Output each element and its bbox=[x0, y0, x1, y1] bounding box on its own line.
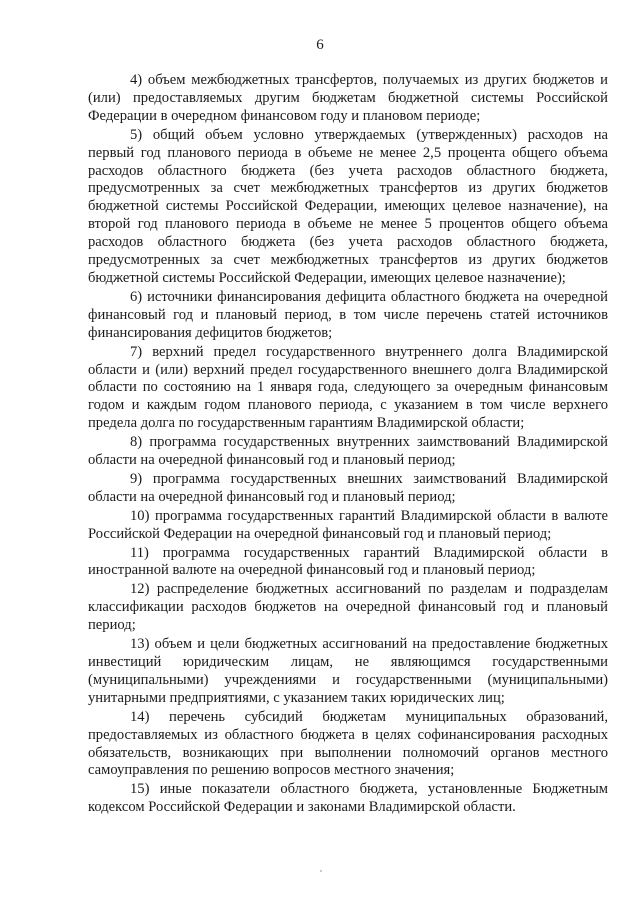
paragraph-item-11: 11) программа государственных гарантий Владимирской области в иностранной валюте на очередной финансовый год и плановый период; bbox=[88, 544, 608, 579]
paragraph-item-4: 4) объем межбюджетных трансфертов, получаемых из других бюджетов и (или) предоставляемых другим бюджетам бюджетной системы Российской Федерации в очередном финансовом году и плановом периоде; bbox=[88, 72, 608, 124]
page-number: 6 bbox=[316, 37, 324, 53]
paragraph-item-6: 6) источники финансирования дефицита областного бюджета на очередной финансовый год и плановый период, в том числе перечень статей источников финансирования дефицитов бюджетов; bbox=[88, 288, 608, 341]
paragraph-item-7: 7) верхний предел государственного внутреннего долга Владимирской области и (или) верхний предел государственного внешнего долга Владимирской области по состоянию на 1 января года, следующего за очередным финансовым годом и каждым годом планового периода, с указанием в том числе верхнего предела долга по государственным гарантиям Владимирской области; bbox=[88, 343, 608, 432]
paragraph-item-5: 5) общий объем условно утверждаемых (утвержденных) расходов на первый год планового периода в объеме не менее 2,5 процента общего объема расходов областного бюджета (без учета расходов областного бюджета, предусмотренных за счет межбюджетных трансфертов из других бюджетов бюджетной системы Российской Федерации, имеющих целевое назначение), на второй год планового периода в объеме не менее 5 процентов общего объема расходов областного бюджета (без учета расходов областного бюджета, предусмотренных за счет межбюджетных трансфертов из других бюджетов бюджетной системы Российской Федерации, имеющих целевое назначение); bbox=[88, 126, 608, 286]
paragraph-item-14: 14) перечень субсидий бюджетам муниципальных образований, предоставляемых из областного бюджета в целях софинансирования расходных обязательств, возникающих при выполнении полномочий органов местного самоуправления по решению вопросов местного значения; bbox=[88, 708, 608, 779]
paragraph-item-9: 9) программа государственных внешних заимствований Владимирской области на очередной финансовый год и плановый период; bbox=[88, 470, 608, 505]
paragraph-item-8: 8) программа государственных внутренних заимствований Владимирской области на очередной финансовый год и плановый период; bbox=[88, 434, 608, 469]
scan-artifact bbox=[320, 870, 322, 872]
document-body bbox=[88, 72, 608, 818]
paragraph-item-10: 10) программа государственных гарантий Владимирской области в валюте Российской Федерации на очередной финансовый год и плановый период; bbox=[88, 507, 608, 542]
paragraph-item-13: 13) объем и цели бюджетных ассигнований на предоставление бюджетных инвестиций юридическим лицам, не являющимся государственными (муниципальными) учреждениями и государственными (муниципальными) унитарными предприятиями, с указанием таких юридических лиц; bbox=[88, 636, 608, 706]
paragraph-item-12: 12) распределение бюджетных ассигнований по разделам и подразделам классификации расходов бюджетов на очередной финансовый год и плановый период; bbox=[88, 581, 608, 634]
paragraph-item-15: 15) иные показатели областного бюджета, установленные Бюджетным кодексом Российской Федерации и законами Владимирской области. bbox=[88, 781, 608, 816]
